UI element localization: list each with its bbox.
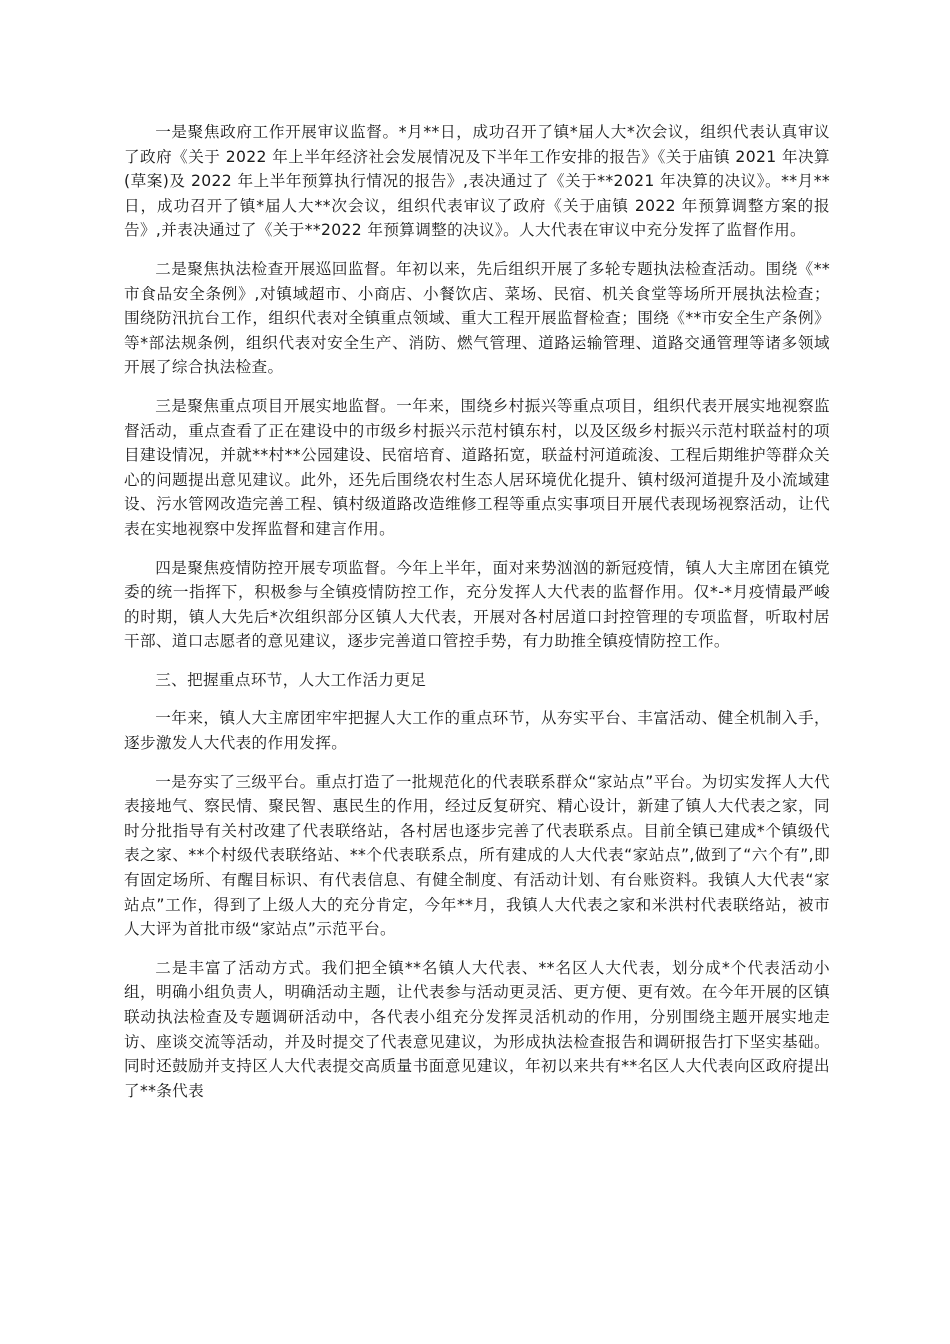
- paragraph-supervision-epidemic: 四是聚焦疫情防控开展专项监督。今年上半年，面对来势汹汹的新冠疫情，镇人大主席团在镇党委的统一指挥下，积极参与全镇疫情防控工作，充分发挥人大代表的监督作用。仅*-*月疫情最严峻的时期，镇人大先后*次组织部分区镇人大代表，开展对各村居道口封控管理的专项监督，听取村居干部、道口志愿者的意见建议，逐步完善道口管控手势，有力助推全镇疫情防控工作。: [124, 558, 830, 651]
- paragraph-activity-methods: 二是丰富了活动方式。我们把全镇**名镇人大代表、**名区人大代表，划分成*个代表活动小组，明确小组负责人，明确活动主题，让代表参与活动更灵活、更方便、更有效。在今年开展的区镇联动执法检查及专题调研活动中，各代表小组充分发挥灵活机动的作用，分别围绕主题开展实地走访、座谈交流等活动，并及时提交了代表意见建议，为形成执法检查报告和调研报告打下坚实基础。同时还鼓励并支持区人大代表提交高质量书面意见建议，年初以来共有**名区人大代表向区政府提出了**条代表: [124, 958, 830, 1100]
- paragraph-section-intro: 一年来，镇人大主席团牢牢把握人大工作的重点环节，从夯实平台、丰富活动、健全机制入手，逐步激发人大代表的作用发挥。: [124, 709, 830, 753]
- section-heading-key-links: 三、把握重点环节，人大工作活力更足: [155, 670, 427, 689]
- paragraph-supervision-government: 一是聚焦政府工作开展审议监督。*月**日，成功召开了镇*届人大*次会议，组织代表认真审议了政府《关于 2022 年上半年经济社会发展情况及下半年工作安排的报告》《关于庙镇 2021 年决算(草案)及 2022 年上半年预算执行情况的报告》,表决通过了《关于**2021 年决算的决议》。**月**日，成功召开了镇*届人大**次会议，组织代表审议了政府《关于庙镇 2022 年预算调整方案的报告》,并表决通过了《关于**2022 年预算调整的决议》。人大代表在审议中充分发挥了监督作用。: [124, 123, 830, 240]
- paragraph-supervision-law-enforcement: 二是聚焦执法检查开展巡回监督。年初以来，先后组织开展了多轮专题执法检查活动。围绕《**市食品安全条例》,对镇域超市、小商店、小餐饮店、菜场、民宿、机关食堂等场所开展执法检查；围绕防汛抗台工作，组织代表对全镇重点领域、重大工程开展监督检查；围绕《**市安全生产条例》等*部法规条例，组织代表对安全生产、消防、燃气管理、道路运输管理、道路交通管理等诸多领域开展了综合执法检查。: [124, 259, 830, 377]
- paragraph-supervision-key-projects: 三是聚焦重点项目开展实地监督。一年来，围绕乡村振兴等重点项目，组织代表开展实地视察监督活动，重点查看了正在建设中的市级乡村振兴示范村镇东村，以及区级乡村振兴示范村联益村的项目建设情况，并就**村**公园建设、民宿培育、道路拓宽，联益村河道疏浚、工程后期维护等群众关心的问题提出意见建议。此外，还先后围绕农村生态人居环境优化提升、镇村级河道提升及小流域建设、污水管网改造完善工程、镇村级道路改造维修工程等重点实事项目开展代表现场视察活动，让代表在实地视察中发挥监督和建言作用。: [124, 396, 830, 538]
- paragraph-three-level-platform: 一是夯实了三级平台。重点打造了一批规范化的代表联系群众“家站点”平台。为切实发挥人大代表接地气、察民情、聚民智、惠民生的作用，经过反复研究、精心设计，新建了镇人大代表之家，同时分批指导有关村改建了代表联络站，各村居也逐步完善了代表联系点。目前全镇已建成*个镇级代表之家、**个村级代表联络站、**个代表联系点，所有建成的人大代表“家站点”,做到了“六个有”,即有固定场所、有醒目标识、有代表信息、有健全制度、有活动计划、有台账资料。我镇人大代表“家站点”工作，得到了上级人大的充分肯定，今年**月，我镇人大代表之家和米洪村代表联络站，被市人大评为首批市级“家站点”示范平台。: [124, 772, 830, 939]
- document-page: [124, 120, 830, 1117]
